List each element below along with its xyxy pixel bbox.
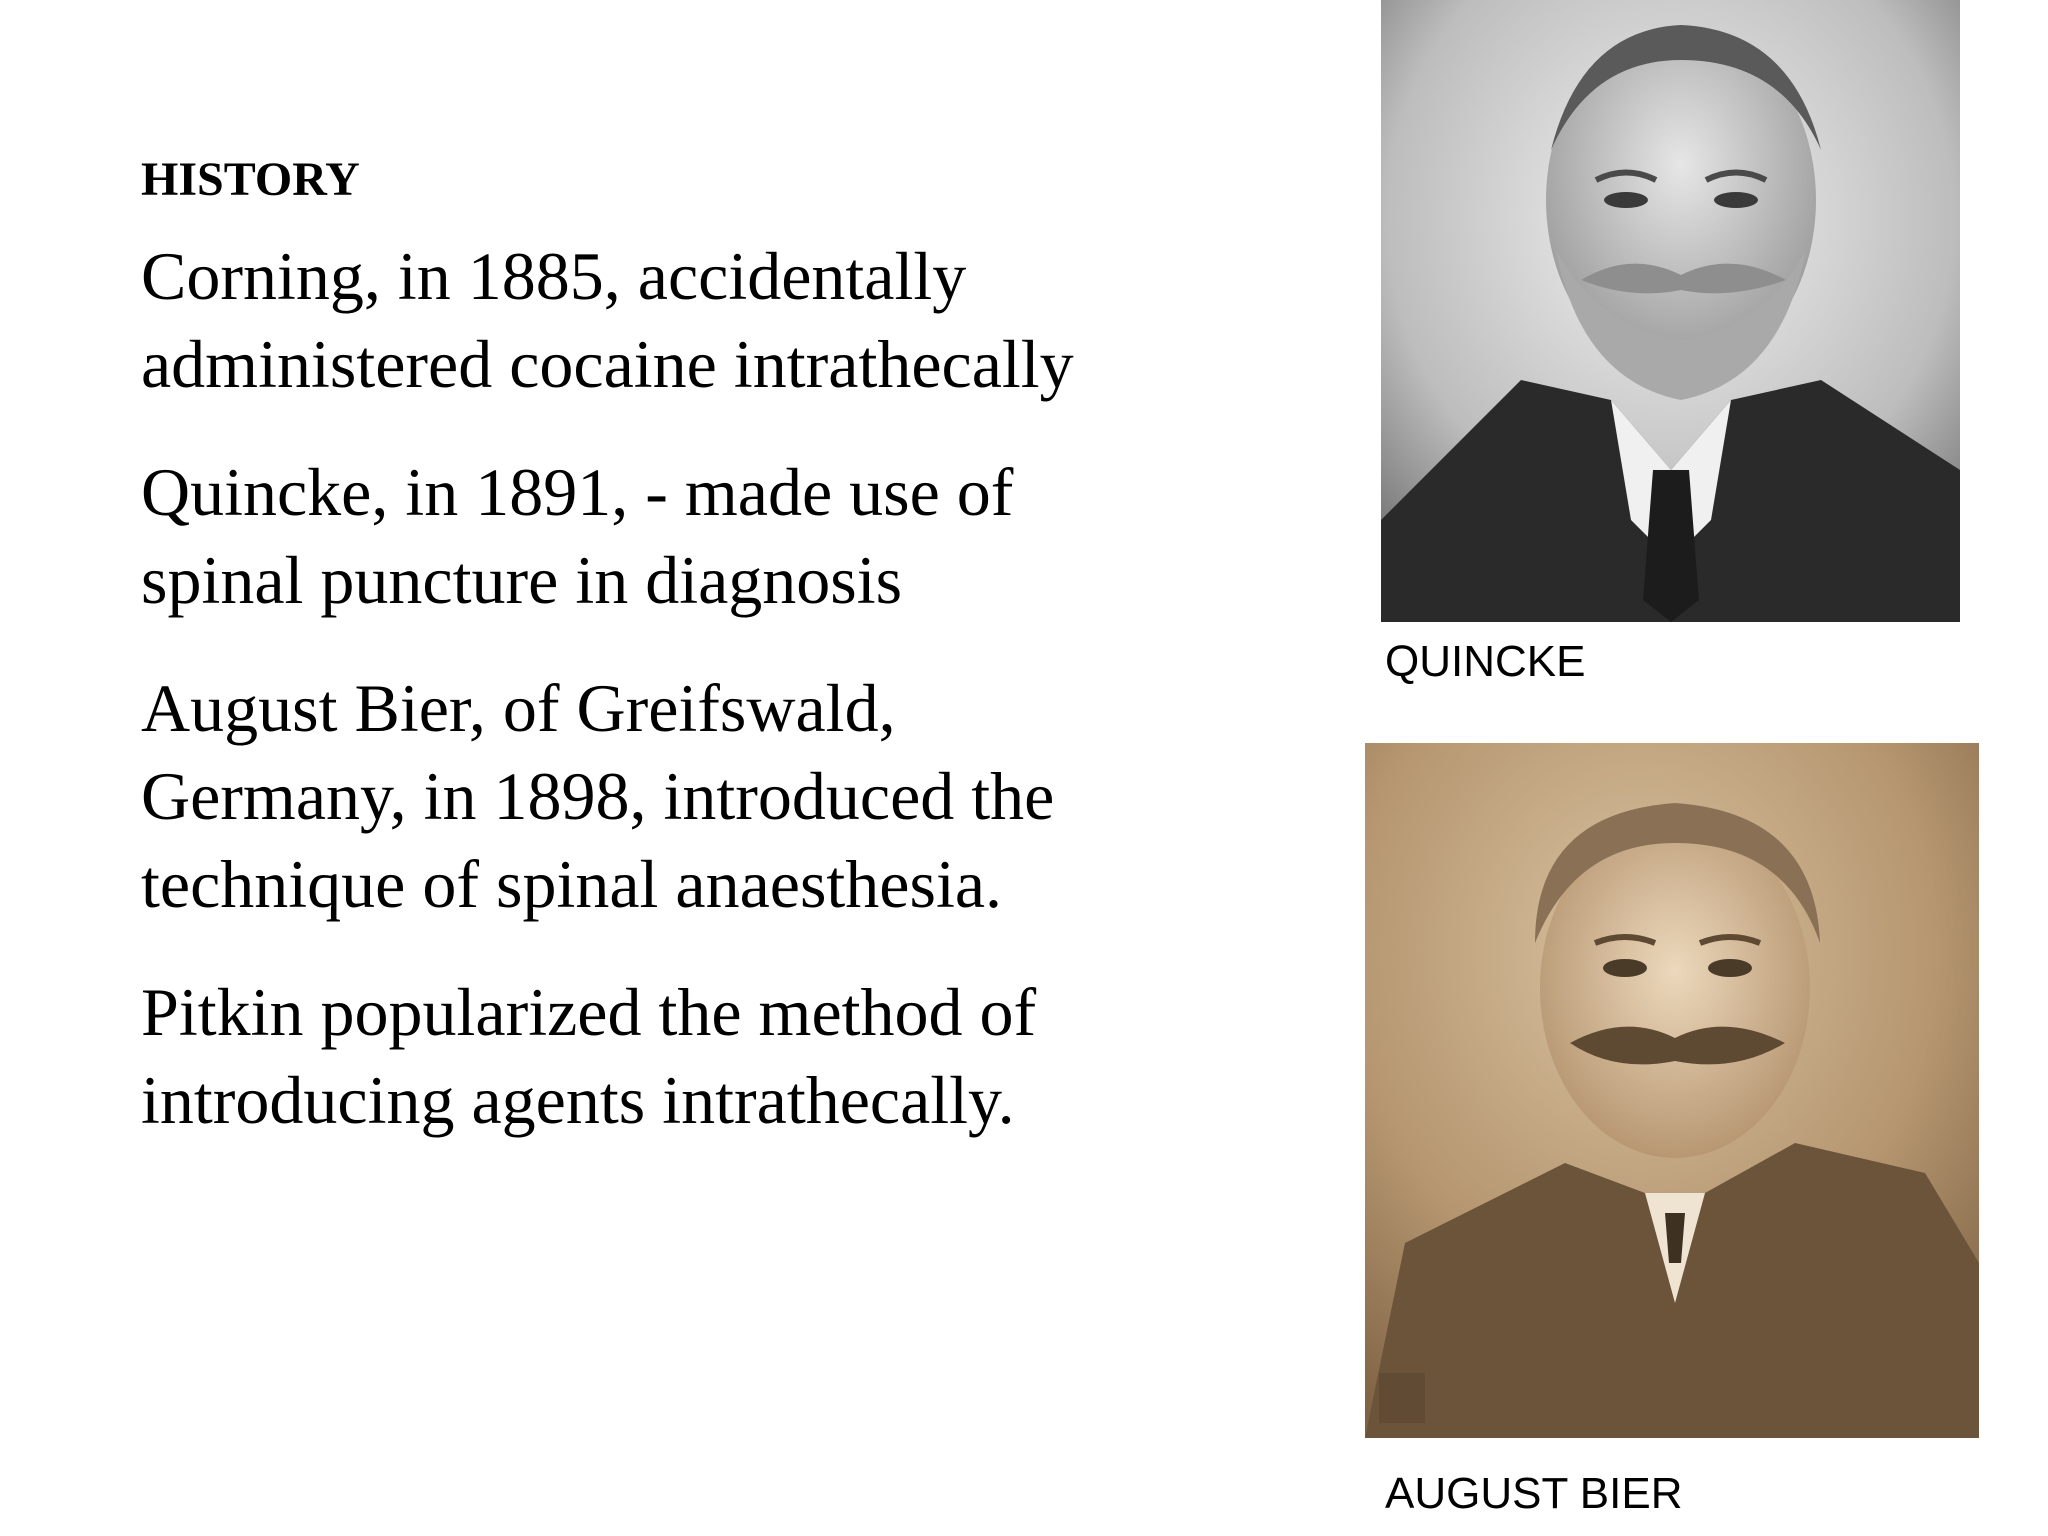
august-bier-caption: AUGUST BIER: [1385, 1469, 1683, 1518]
paragraph-pitkin: Pitkin popularized the method of introducing agents intrathecally.: [141, 974, 1037, 1138]
slide-heading: HISTORY: [141, 153, 360, 206]
paragraph-quincke: Quincke, in 1891, - made use of spinal puncture in diagnosis: [141, 454, 1014, 618]
august-bier-portrait-photo: [1365, 743, 1979, 1438]
paragraph-bier: August Bier, of Greifswald, Germany, in 1898, introduced the technique of spinal anaesthesia.: [141, 670, 1055, 922]
quincke-caption: QUINCKE: [1385, 637, 1586, 686]
history-text-column: [141, 150, 1141, 1184]
quincke-portrait-photo: [1381, 0, 1960, 622]
paragraph-corning: Corning, in 1885, accidentally administered cocaine intrathecally: [141, 238, 1074, 402]
